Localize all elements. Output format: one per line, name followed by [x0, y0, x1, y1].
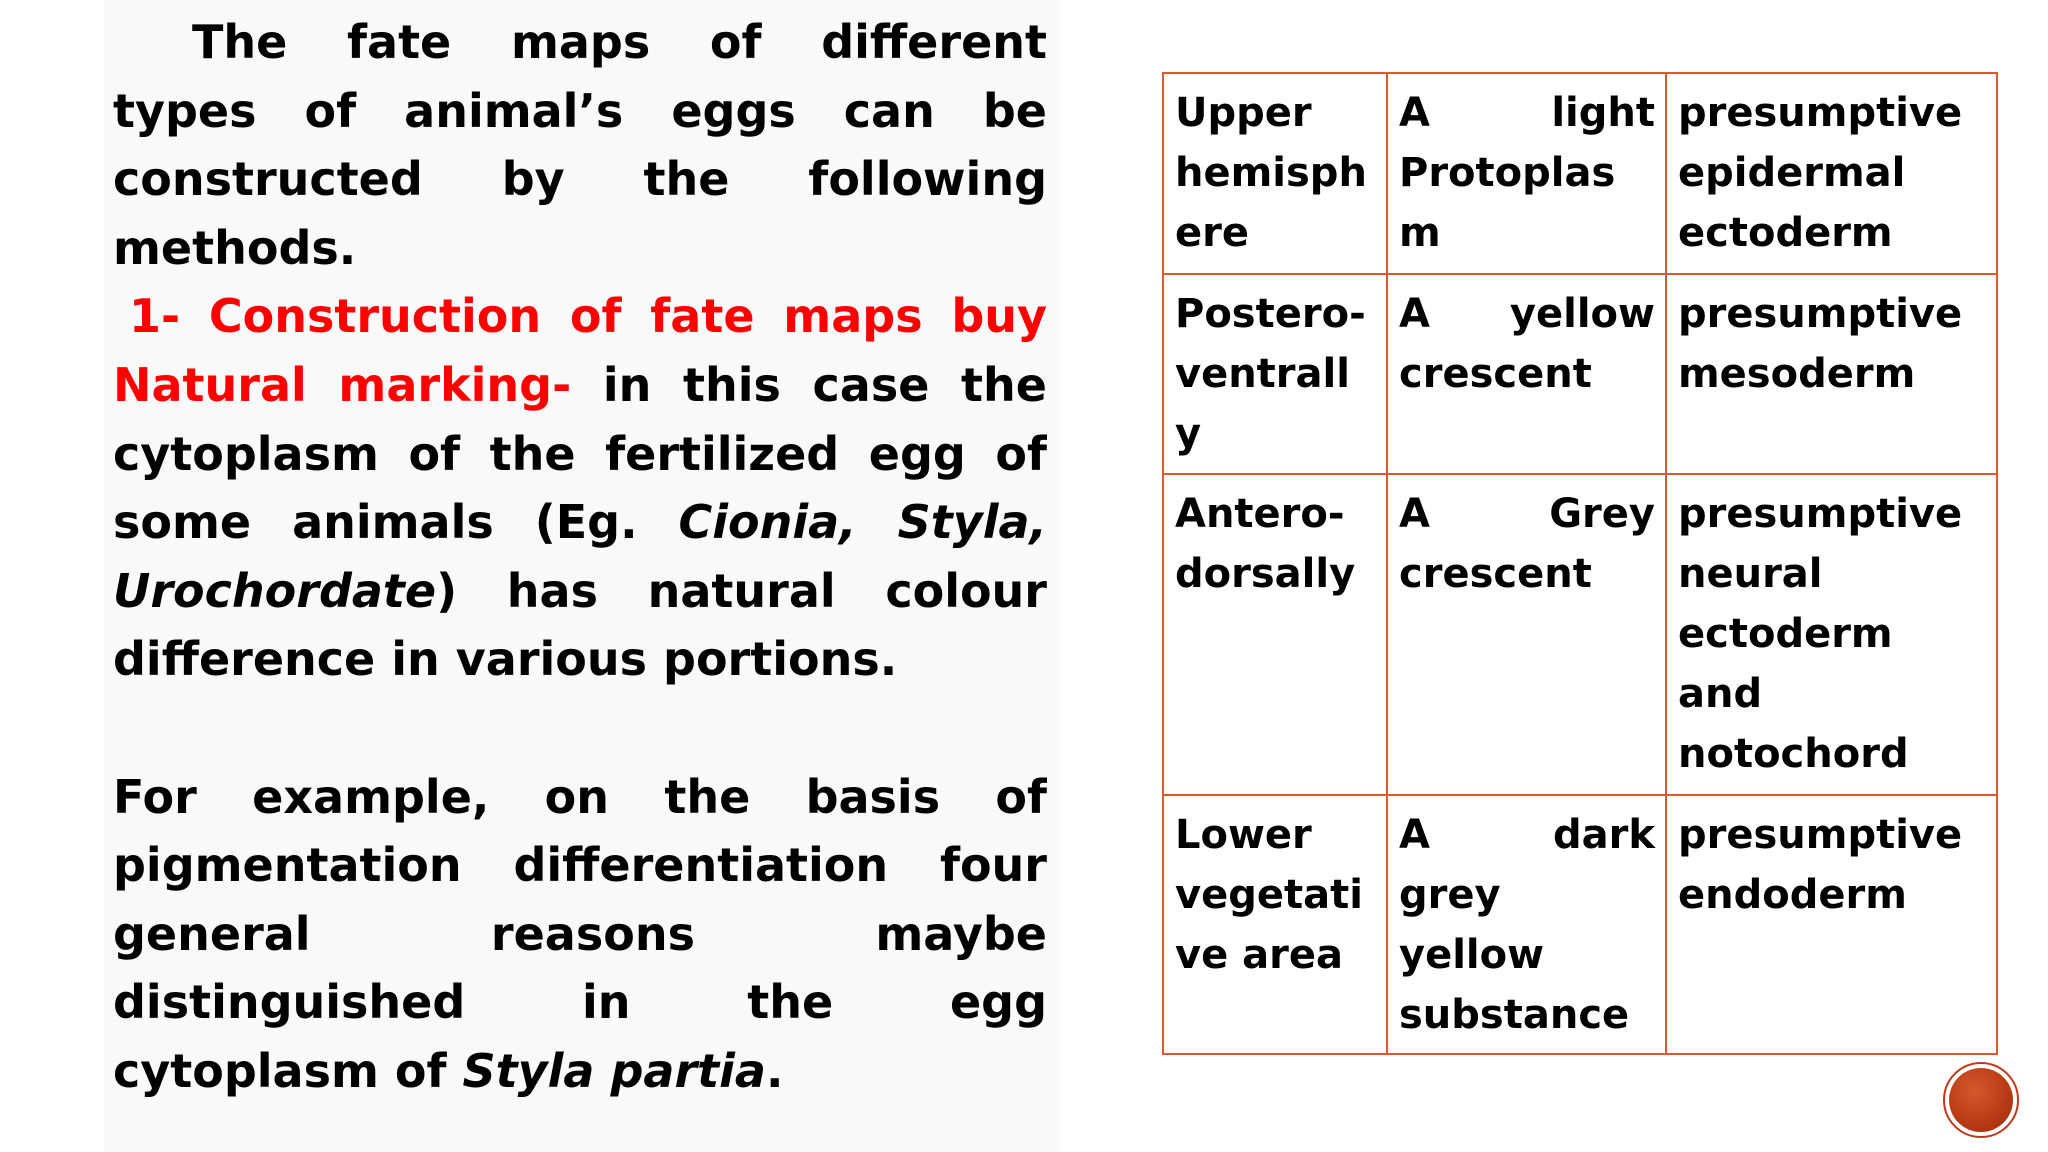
- decorative-circle-fill: [1949, 1068, 2013, 1132]
- region-cell: [1164, 275, 1388, 475]
- cell-line: notochord: [1678, 731, 1909, 777]
- cell-line: Postero-: [1175, 291, 1366, 337]
- cytoplasm-cell: [1388, 475, 1667, 796]
- method-line-text: in this case the: [571, 357, 1047, 412]
- cell-line: m: [1399, 210, 1441, 256]
- cell-line: Lower: [1175, 812, 1312, 858]
- fate-cell: [1667, 796, 1998, 1055]
- intro-line: The fate maps of different: [192, 15, 1047, 69]
- cell-line: A dark: [1399, 812, 1655, 858]
- method-heading-continuation: Natural marking-: [113, 357, 572, 412]
- cell-line: A yellow: [1399, 291, 1655, 337]
- cell-line: and: [1678, 671, 1763, 717]
- method-line: cytoplasm of the fertilized egg of: [113, 426, 1047, 481]
- method-line: [113, 557, 1047, 626]
- cytoplasm-cell: [1388, 796, 1667, 1055]
- method-line: difference in various portions.: [113, 632, 898, 687]
- region-cell: [1164, 74, 1388, 275]
- intro-line: types of animal’s eggs can be: [113, 83, 1047, 138]
- method-heading-line: 1- Construction of fate maps buy: [129, 289, 1047, 344]
- example-line: general reasons maybe: [113, 906, 1047, 961]
- cell-line: presumptive: [1678, 291, 1963, 337]
- method-line: [113, 488, 1047, 557]
- cell-line: ere: [1175, 210, 1249, 256]
- intro-line: methods.: [113, 220, 357, 275]
- example-line-text: .: [765, 1043, 784, 1098]
- cell-line: Antero-: [1175, 491, 1345, 537]
- cytoplasm-cell: [1388, 74, 1667, 275]
- cytoplasm-cell: [1388, 275, 1667, 475]
- cell-line: Upper: [1175, 90, 1312, 136]
- cell-line: presumptive: [1678, 90, 1963, 136]
- cell-line: crescent: [1399, 551, 1592, 597]
- cell-line: ectoderm: [1678, 611, 1893, 657]
- cell-line: vegetati: [1175, 872, 1363, 918]
- cell-line: A light: [1399, 90, 1655, 136]
- example-line: [113, 1037, 1047, 1106]
- cell-line: yellow: [1399, 932, 1545, 978]
- example-line: For example, on the basis of: [113, 769, 1047, 824]
- cell-line: grey: [1399, 872, 1501, 918]
- cell-line: ve area: [1175, 932, 1343, 978]
- cell-line: epidermal: [1678, 150, 1906, 196]
- species-names: Cionia, Styla,: [678, 495, 1047, 550]
- cell-line: dorsally: [1175, 551, 1356, 597]
- fate-cell: [1667, 475, 1998, 796]
- region-cell: [1164, 475, 1388, 796]
- cell-line: substance: [1399, 992, 1630, 1038]
- cell-line: crescent: [1399, 351, 1592, 397]
- example-line: distinguished in the egg: [113, 975, 1047, 1030]
- cell-line: mesoderm: [1678, 351, 1916, 397]
- example-line-text: cytoplasm of: [113, 1043, 463, 1098]
- cell-line: Protoplas: [1399, 150, 1616, 196]
- fate-cell: [1667, 74, 1998, 275]
- fate-cell: [1667, 275, 1998, 475]
- cell-line: neural: [1678, 551, 1823, 597]
- body-text: [113, 8, 1047, 1106]
- cell-line: hemisph: [1175, 150, 1367, 196]
- cell-line: A Grey: [1399, 491, 1655, 537]
- method-line-text: ) has natural colour: [436, 563, 1047, 618]
- cell-line: presumptive: [1678, 491, 1963, 537]
- cell-line: endoderm: [1678, 872, 1907, 918]
- method-line: [113, 351, 1047, 420]
- cell-line: y: [1175, 411, 1202, 457]
- decorative-circle-icon: [1943, 1062, 2019, 1138]
- paragraph-spacer: [113, 694, 1047, 763]
- intro-line: constructed by the following: [113, 152, 1047, 207]
- species-names: Styla partia: [462, 1043, 766, 1098]
- fate-map-table: [1162, 72, 1998, 1055]
- region-cell: [1164, 796, 1388, 1055]
- cell-line: ectoderm: [1678, 210, 1893, 256]
- method-line-text: some animals (Eg.: [113, 495, 679, 550]
- cell-line: presumptive: [1678, 812, 1963, 858]
- example-line: pigmentation differentiation four: [113, 838, 1047, 893]
- species-names: Urochordate: [113, 563, 437, 618]
- cell-line: ventrall: [1175, 351, 1350, 397]
